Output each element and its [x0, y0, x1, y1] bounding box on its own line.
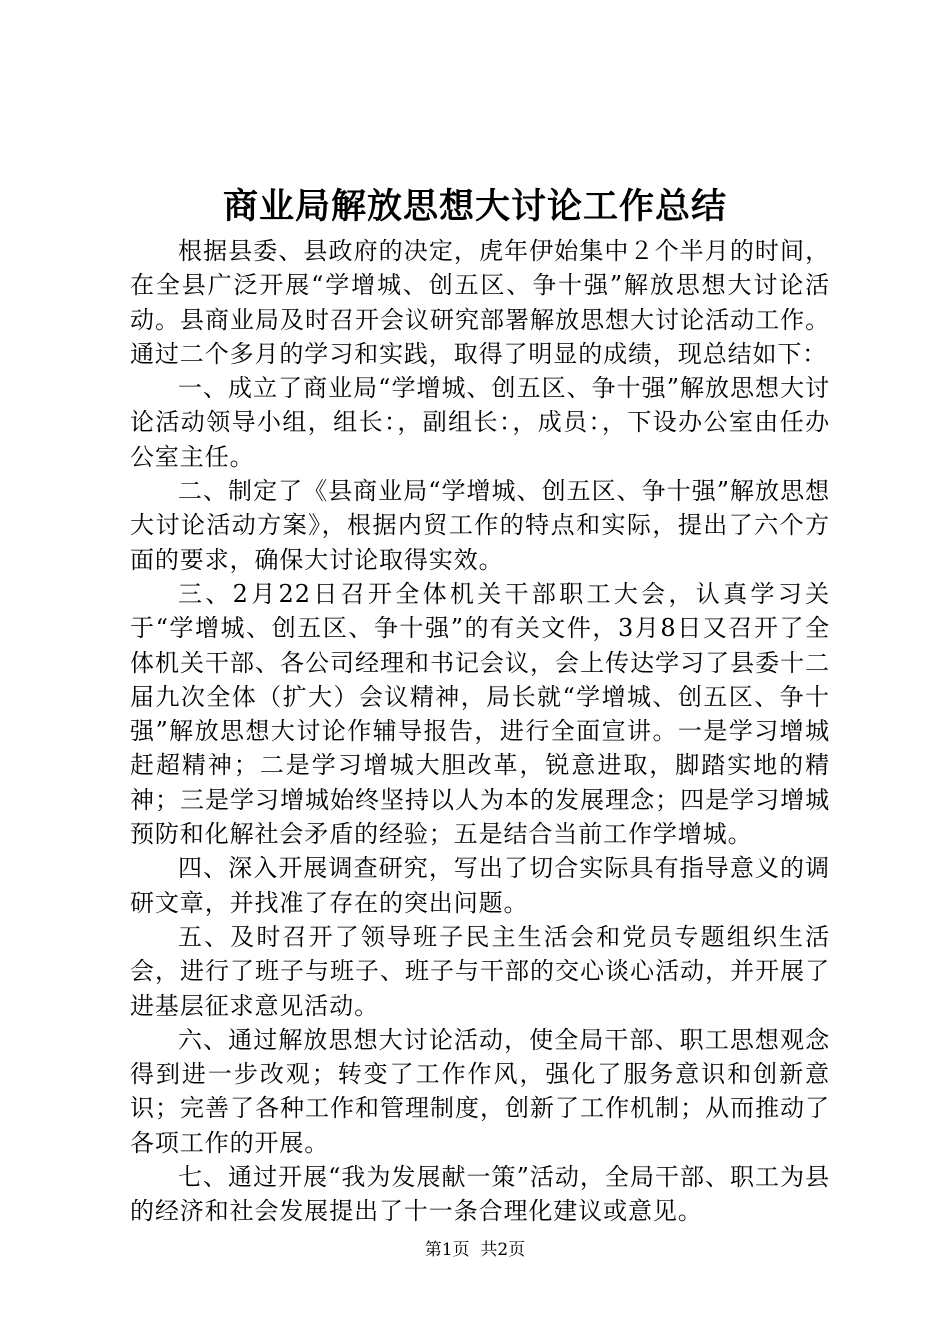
paragraph-item-1: 一、成立了商业局“学增城、创五区、争十强”解放思想大讨论活动领导小组，组长：，副组长：，成员：，下设办公室由任办公室主任。 [130, 374, 830, 471]
page-number-total: 共2页 [480, 1240, 526, 1260]
document-title: 商业局解放思想大讨论工作总结 [222, 186, 727, 227]
page-footer [0, 1238, 950, 1262]
document-body [130, 234, 830, 1229]
paragraph-item-6: 六、通过解放思想大讨论活动，使全局干部、职工思想观念得到进一步改观；转变了工作作风，强化了服务意识和创新意识；完善了各种工作和管理制度，创新了工作机制；从而推动了各项工作的开展。 [130, 1025, 830, 1157]
paragraph-item-2: 二、制定了《县商业局“学增城、创五区、争十强”解放思想大讨论活动方案》，根据内贸工作的特点和实际，提出了六个方面的要求，确保大讨论取得实效。 [130, 477, 830, 574]
paragraph-item-4: 四、深入开展调查研究，写出了切合实际具有指导意义的调研文章，并找准了存在的突出问题。 [130, 854, 830, 917]
paragraph-item-7: 七、通过开展“我为发展献一策”活动，全局干部、职工为县的经济和社会发展提出了十一条合理化建议或意见。 [130, 1163, 830, 1226]
paragraph-item-5: 五、及时召开了领导班子民主生活会和党员专题组织生活会，进行了班子与班子、班子与干部的交心谈心活动，并开展了进基层征求意见活动。 [130, 922, 830, 1020]
paragraph-item-3: 三、2月22日召开全体机关干部职工大会，认真学习关于“学增城、创五区、争十强”的有关文件，3月8日又召开了全体机关干部、各公司经理和书记会议，会上传达学习了县委十二届九次全体（扩大）会议精神，局长就“学增城、创五区、争十强”解放思想大讨论作辅导报告，进行全面宣讲。一是学习增城赶超精神；二是学习增城大胆改革，锐意进取，脚踏实地的精神；三是学习增城始终坚持以人为本的发展理念；四是学习增城预防和化解社会矛盾的经验；五是结合当前工作学增城。 [130, 579, 830, 849]
paragraph-intro: 根据县委、县政府的决定，虎年伊始集中２个半月的时间，在全县广泛开展“学增城、创五区、争十强”解放思想大讨论活动。县商业局及时召开会议研究部署解放思想大讨论活动工作。通过二个多月的学习和实践，取得了明显的成绩，现总结如下： [130, 237, 830, 368]
page-number-current: 第1页 [424, 1240, 470, 1260]
